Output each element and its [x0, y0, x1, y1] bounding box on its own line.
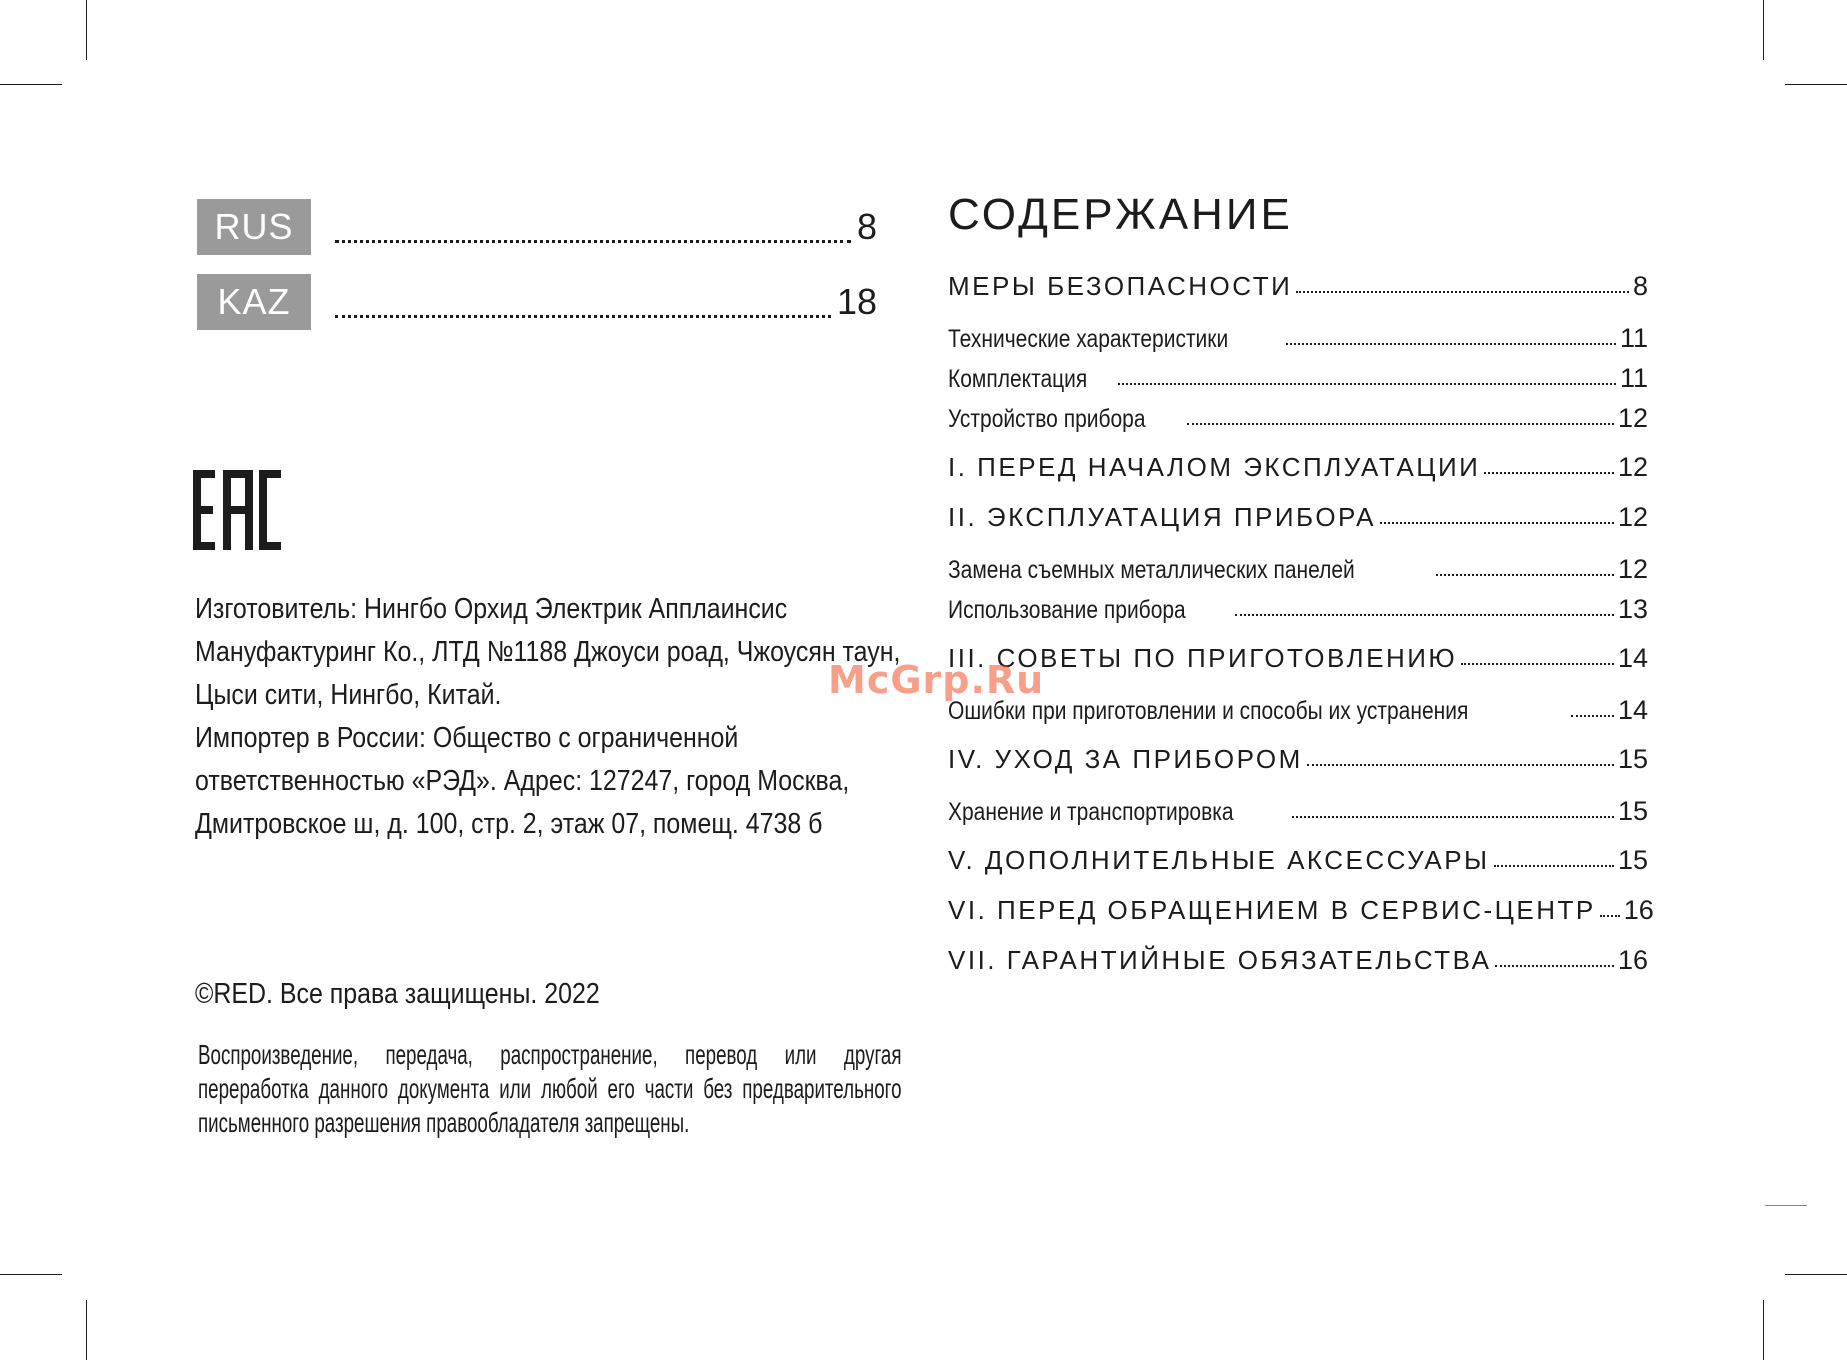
leader-dots	[1235, 614, 1614, 616]
toc-entry-page: 12	[1617, 502, 1648, 532]
toc-entry-label: МЕРЫ БЕЗОПАСНОСТИ	[948, 271, 1293, 301]
leader-dots	[1187, 423, 1614, 425]
toc-entry[interactable]	[948, 443, 1648, 483]
leader-dots	[1494, 865, 1614, 867]
toc-entry-page: 16	[1617, 945, 1648, 975]
toc-entry[interactable]	[948, 634, 1648, 674]
toc-entry-label: Использование прибора	[948, 596, 1186, 624]
toc-entry-page: 15	[1617, 744, 1648, 774]
leader-dots	[335, 301, 831, 318]
leader-dots	[1600, 915, 1620, 917]
crop-mark	[1785, 1274, 1847, 1275]
watermark: McGrp.Ru	[828, 658, 1045, 702]
toc-entry-label: Хранение и транспортировка	[948, 798, 1234, 826]
leader-dots	[1307, 764, 1614, 766]
leader-dots	[1436, 574, 1614, 576]
importer-line: Дмитровское ш, д. 100, стр. 2, этаж 07, помещ. 4738 б	[195, 808, 823, 840]
toc-entry-label: IV. УХОД ЗА ПРИБОРОМ	[948, 744, 1303, 774]
toc-entry[interactable]	[948, 936, 1648, 976]
toc-entry-page: 14	[1617, 695, 1648, 725]
importer-line: ответственностью «РЭД». Адрес: 127247, город Москва,	[195, 765, 850, 797]
language-page-number: 18	[836, 281, 877, 322]
page-edge-mark	[1765, 1205, 1807, 1206]
eac-mark-icon	[193, 470, 281, 550]
toc-entry[interactable]	[948, 545, 1648, 585]
toc-entry-page: 14	[1617, 643, 1648, 673]
leader-dots	[1286, 343, 1616, 345]
toc-entry-label: Устройство прибора	[948, 405, 1146, 433]
toc-entry-page: 11	[1619, 363, 1648, 393]
toc-entry[interactable]	[948, 314, 1648, 354]
manufacturer-line: Изготовитель: Нингбо Орхид Электрик Апплаинсис	[195, 593, 788, 625]
toc-entry-label: VI. ПЕРЕД ОБРАЩЕНИЕМ В СЕРВИС-ЦЕНТР	[948, 895, 1596, 925]
toc-entry[interactable]	[948, 354, 1648, 394]
toc-entry-page: 12	[1617, 403, 1648, 433]
language-page-number: 8	[856, 206, 877, 247]
toc-entry-label: VII. ГАРАНТИЙНЫЕ ОБЯЗАТЕЛЬСТВА	[948, 945, 1492, 975]
crop-mark	[0, 1274, 62, 1275]
crop-mark	[0, 84, 62, 85]
leader-dots	[1292, 816, 1614, 818]
toc-entry-page: 8	[1632, 271, 1648, 301]
toc-entry-page: 12	[1617, 452, 1648, 482]
toc-entry[interactable]	[948, 394, 1648, 434]
toc-entry-page: 16	[1623, 895, 1654, 925]
leader-dots	[1484, 472, 1614, 474]
toc-entry[interactable]	[948, 886, 1654, 926]
leader-dots	[1380, 522, 1614, 524]
leader-dots	[335, 226, 851, 243]
crop-mark	[1763, 1300, 1764, 1360]
crop-mark	[1785, 84, 1847, 85]
language-badge: RUS	[197, 199, 311, 255]
manufacturer-line: Цыси сити, Нингбо, Китай.	[195, 679, 502, 711]
leader-dots	[1495, 965, 1614, 967]
leader-dots	[1118, 383, 1616, 385]
toc-entry[interactable]	[948, 493, 1648, 533]
crop-mark	[1763, 0, 1764, 60]
crop-mark	[86, 1300, 87, 1360]
leader-dots	[1461, 663, 1614, 665]
toc-entry-label: Ошибки при приготовлении и способы их устранения	[948, 697, 1469, 725]
toc-entry-label: Технические характеристики	[948, 325, 1229, 353]
toc-title: СОДЕРЖАНИЕ	[948, 190, 1293, 239]
manufacturer-info	[195, 588, 917, 846]
leader-dots	[1571, 715, 1614, 717]
toc-entry-label: V. ДОПОЛНИТЕЛЬНЫЕ АКСЕССУАРЫ	[948, 845, 1490, 875]
copyright-notice: Воспроизведение, передача, распространение, перевод или другая переработка данного документа или любой его части без предварительного письменного разрешения правообладателя запрещены.	[198, 1039, 902, 1138]
manufacturer-line: Мануфактуринг Ко., ЛТД №1188 Джоуси роад, Чжоусян таун,	[195, 636, 901, 668]
toc-entry[interactable]	[948, 262, 1648, 302]
toc-entry[interactable]	[948, 735, 1648, 775]
crop-mark	[86, 0, 87, 60]
language-row-rus[interactable]	[197, 199, 877, 255]
leader-dots	[1296, 291, 1629, 293]
copyright-text: ©RED. Все права защищены. 2022	[195, 978, 600, 1010]
language-badge: KAZ	[197, 274, 311, 330]
toc-entry-page: 15	[1617, 845, 1648, 875]
toc-entry-label: II. ЭКСПЛУАТАЦИЯ ПРИБОРА	[948, 502, 1376, 532]
toc-entry-page: 13	[1617, 594, 1648, 624]
toc-entry-page: 15	[1617, 796, 1648, 826]
language-row-kaz[interactable]	[197, 274, 877, 330]
toc-entry-label: Замена съемных металлических панелей	[948, 556, 1355, 584]
toc-entry[interactable]	[948, 585, 1648, 625]
toc-entry[interactable]	[948, 836, 1648, 876]
toc-entry-page: 11	[1619, 323, 1648, 353]
toc-entry[interactable]	[948, 787, 1648, 827]
toc-entry-label: III. СОВЕТЫ ПО ПРИГОТОВЛЕНИЮ	[948, 643, 1458, 673]
toc-entry-page: 12	[1617, 554, 1648, 584]
toc-entry[interactable]	[948, 686, 1648, 726]
toc-entry-label: Комплектация	[948, 365, 1088, 393]
importer-line: Импортер в России: Общество с ограниченной	[195, 722, 739, 754]
toc-entry-label: I. ПЕРЕД НАЧАЛОМ ЭКСПЛУАТАЦИИ	[948, 452, 1481, 482]
